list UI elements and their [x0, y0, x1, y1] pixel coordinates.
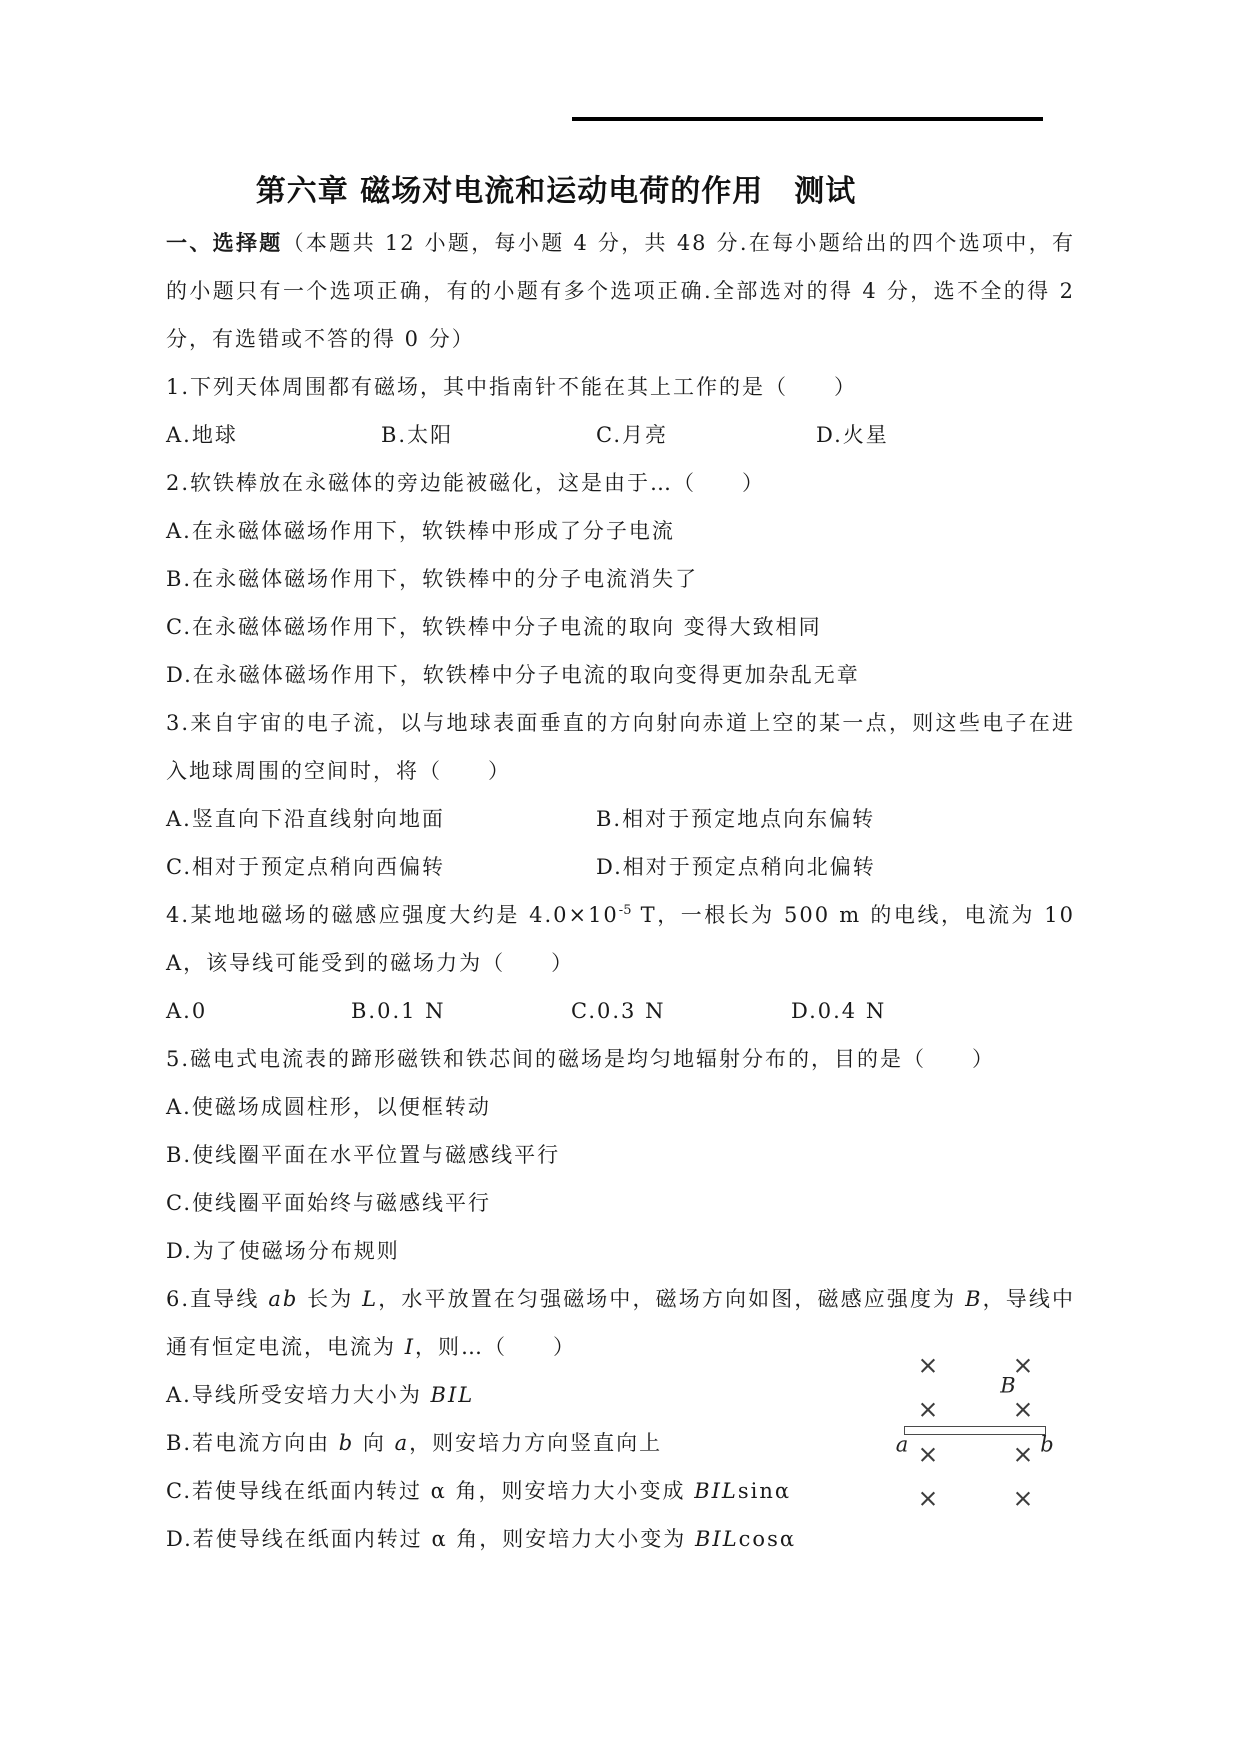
question-4-stem-text: 4.某地地磁场的磁感应强度大约是 4.0×10 [166, 903, 619, 927]
question-4-option-c: C.0.3 N [571, 999, 666, 1023]
field-into-page-icon: × [1012, 1483, 1034, 1513]
question-1-options [166, 411, 1075, 459]
section-intro-text: （本题共 12 小题，每小题 4 分，共 48 分.在每小题给出的四个选项中，有的小题只有一个选项正确，有的小题有多个选项正确.全部选对的得 4 分，选不全的得 2 分，有选错或不答的得 0 分） [166, 231, 1076, 351]
wire-ab [904, 1426, 1046, 1435]
question-4-option-d: D.0.4 N [791, 999, 887, 1023]
question-5-option-b: B.使线圈平面在水平位置与磁感线平行 [166, 1143, 561, 1167]
field-into-page-icon: × [917, 1439, 939, 1469]
question-3-option-a: A.竖直向下沿直线射向地面 [166, 807, 445, 831]
question-6-option-a: A.导线所受安培力大小为 BIL [166, 1383, 475, 1407]
var-ab: ab [268, 1287, 299, 1311]
question-6-figure [894, 1339, 1066, 1515]
question-2-option-d: D.在永磁体磁场作用下，软铁棒中分子电流的取向变得更加杂乱无章 [166, 663, 860, 687]
header-rule [572, 117, 1043, 121]
question-2-stem: 2.软铁棒放在永磁体的旁边能被磁化，这是由于…（ ） [166, 471, 766, 495]
question-1-stem: 1.下列天体周围都有磁场，其中指南针不能在其上工作的是（ ） [166, 375, 858, 399]
var-BIL: BIL [694, 1527, 739, 1551]
question-5-option-c: C.使线圈平面始终与磁感线平行 [166, 1191, 491, 1215]
var-a: a [394, 1431, 410, 1455]
field-label-B: B [1000, 1373, 1016, 1398]
field-into-page-icon: × [1012, 1350, 1034, 1380]
question-4-options [166, 987, 1075, 1035]
question-1-option-d: D.火星 [816, 423, 889, 447]
question-2-option-b: B.在永磁体磁场作用下，软铁棒中的分子电流消失了 [166, 567, 699, 591]
question-6-option-c: C.若使导线在纸面内转过 α 角，则安培力大小变成 BILsinα [166, 1479, 792, 1503]
question-5-option-a: A.使磁场成圆柱形，以便框转动 [166, 1095, 491, 1119]
var-I: I [404, 1335, 415, 1359]
var-L: L [362, 1287, 379, 1311]
question-3-stem: 3.来自宇宙的电子流，以与地球表面垂直的方向射向赤道上空的某一点，则这些电子在进入地球周围的空间时，将（ ） [166, 711, 1075, 783]
var-B: B [965, 1287, 983, 1311]
wire-end-b-label: b [1040, 1432, 1054, 1457]
page-title: 第六章 磁场对电流和运动电荷的作用 测试 [255, 174, 857, 209]
question-2-option-a: A.在永磁体磁场作用下，软铁棒中形成了分子电流 [166, 519, 675, 543]
section-intro [166, 219, 1075, 363]
question-3-option-b: B.相对于预定地点向东偏转 [596, 807, 876, 831]
var-b: b [338, 1431, 355, 1455]
field-into-page-icon: × [1012, 1394, 1034, 1424]
question-6-block [166, 1275, 1075, 1563]
question-6-stem: 6.直导线 ab 长为 L，水平放置在匀强磁场中，磁场方向如图，磁感应强度为 B，导线中通有恒定电流，电流为 I，则…（ ） [166, 1287, 1075, 1359]
question-2-option-c: C.在永磁体磁场作用下，软铁棒中分子电流的取向 变得大致相同 [166, 615, 822, 639]
question-3-options-row1 [166, 795, 1075, 843]
question-3-option-c: C.相对于预定点稍向西偏转 [166, 855, 445, 879]
var-BIL: BIL [430, 1383, 475, 1407]
question-6-option-d: D.若使导线在纸面内转过 α 角，则安培力大小变为 BILcosα [166, 1527, 797, 1551]
question-4-option-b: B.0.1 N [351, 999, 446, 1023]
field-into-page-icon: × [917, 1394, 939, 1424]
wire-end-a-label: a [895, 1432, 909, 1457]
question-3-option-d: D.相对于预定点稍向北偏转 [596, 855, 876, 879]
field-into-page-icon: × [917, 1350, 939, 1380]
question-4-stem-text-cont: T，一根长为 500 m 的电线，电流为 10 A，该导线可能受到的磁场力为（ ） [166, 903, 1075, 975]
exponent: -5 [618, 903, 632, 918]
field-into-page-icon: × [1012, 1439, 1034, 1469]
question-1-option-c: C.月亮 [596, 423, 668, 447]
var-BIL: BIL [694, 1479, 738, 1503]
question-3-options-row2 [166, 843, 1075, 891]
question-4-option-a: A.0 [166, 999, 208, 1023]
question-1-option-b: B.太阳 [381, 423, 454, 447]
question-5-stem: 5.磁电式电流表的蹄形磁铁和铁芯间的磁场是均匀地辐射分布的，目的是（ ） [166, 1047, 996, 1071]
document-body [166, 219, 1075, 1563]
field-into-page-icon: × [917, 1483, 939, 1513]
question-4-stem [166, 891, 1075, 987]
section-heading: 一、选择题 [166, 230, 283, 255]
question-6-option-b: B.若电流方向由 b 向 a，则安培力方向竖直向上 [166, 1431, 663, 1455]
question-6-stem-text: 6.直导线 [166, 1287, 269, 1311]
question-1-option-a: A.地球 [166, 423, 238, 447]
question-5-option-d: D.为了使磁场分布规则 [166, 1239, 400, 1263]
